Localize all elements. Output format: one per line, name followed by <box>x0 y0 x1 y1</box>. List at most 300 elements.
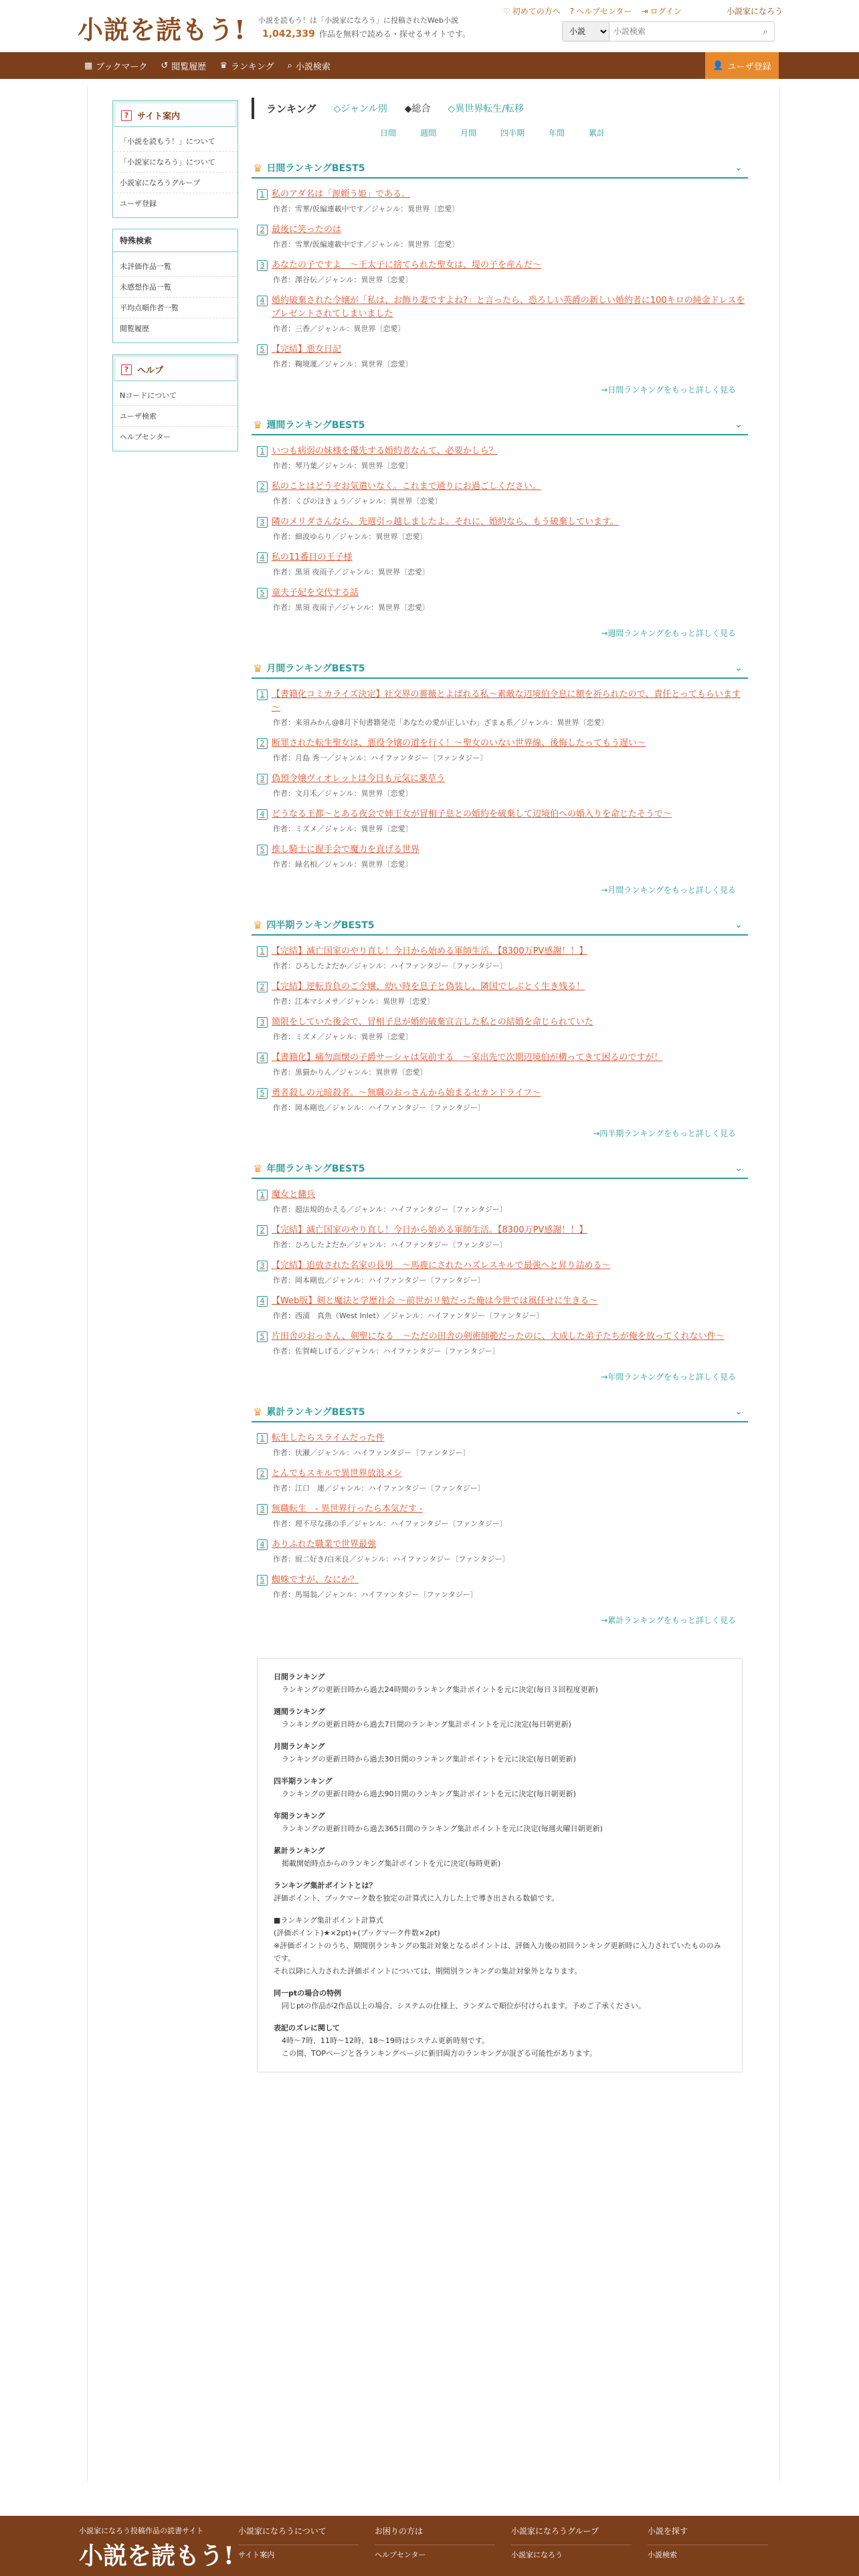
genre-name: 異世界〔恋愛〕 <box>375 1068 427 1077</box>
work-meta: 作者：雪華/仮編連載中です／ジャンル：異世界〔恋愛〕 <box>273 240 460 249</box>
search-type-select[interactable] <box>563 22 609 41</box>
work-meta: 作者：岡本剛也／ジャンル：ハイファンタジー〔ファンタジー〕 <box>273 1103 485 1112</box>
work-title-link[interactable]: 【完結】滅亡国家のやり直し！今日から始める軍師生活。【8300万PV感謝！！】 <box>272 1225 588 1235</box>
ranking-item <box>252 688 748 728</box>
section-title: 月間ランキングBEST5 <box>266 663 365 674</box>
author-name[interactable]: 澤谷伝 <box>295 276 317 284</box>
rank-badge: 4 <box>257 1296 268 1307</box>
genre-name: 異世界〔恋愛〕 <box>390 497 442 506</box>
rank-badge: 2 <box>257 1469 268 1479</box>
nav-search[interactable]: ⌕ 小説検索 <box>287 60 330 72</box>
work-title-link[interactable]: 蜘蛛ですが、なにか？ <box>272 1575 359 1585</box>
main-nav <box>0 52 859 79</box>
section-title: 累計ランキングBEST5 <box>266 1407 365 1418</box>
sidebar-item[interactable]: 閲覧履歴 <box>120 324 149 333</box>
rank-badge: 3 <box>257 1504 268 1515</box>
period-weekly[interactable]: 週間 <box>420 128 437 138</box>
work-title-link[interactable]: 勇者殺しの元暗殺者。～無職のおっさんから始まるセカンドライフ～ <box>272 1088 541 1098</box>
work-meta: 作者：馬場翁／ジャンル：ハイファンタジー〔ファンタジー〕 <box>273 1590 478 1599</box>
nav-ranking[interactable]: ♛ ランキング <box>219 60 274 72</box>
user-register-button[interactable]: 👤 ユーザ登録 <box>705 52 779 79</box>
rank-badge: 2 <box>257 982 268 992</box>
work-meta: 作者：西浦 真魚（West Inlet）／ジャンル：ハイファンタジー〔ファンタジー〕 <box>273 1311 544 1320</box>
definition-desc: ランキングの更新日時から過去365日間のランキング集計ポイントを元に決定(毎週火曜日朝更新) <box>282 1824 603 1833</box>
section-header[interactable] <box>252 659 748 679</box>
author-name[interactable]: 琴乃葉 <box>295 461 317 470</box>
work-title-link[interactable]: 【書籍化コミカライズ決定】社交界の薔薇とよばれる私～素敵な辺境伯令息に額を祈られたので、責任とってもらいます～ <box>272 689 741 713</box>
ranking-item <box>252 1188 748 1214</box>
genre-name: 異世界〔恋愛〕 <box>361 825 413 833</box>
author-name[interactable]: 鞠境運 <box>295 360 317 368</box>
author-name[interactable]: 三香 <box>295 324 310 333</box>
work-meta: 作者：ひろしたよだか／ジャンル：ハイファンタジー〔ファンタジー〕 <box>273 962 507 970</box>
more-ranking-link[interactable]: →累計ランキングをもっと詳しく見る <box>601 1616 736 1625</box>
author-name[interactable]: 西浦 真魚（West Inlet） <box>295 1311 383 1320</box>
work-title-link[interactable]: 私のことはどうぞお気遣いなく。これまで通りにお過ごしください。 <box>272 481 541 492</box>
work-title-link[interactable]: 【書籍化】痛勿面懐の子爵サーシャは気前する ～家出先で次期辺境伯が構ってきて困るのですが！ <box>272 1053 663 1063</box>
genre-name: ハイファンタジー〔ファンタジー〕 <box>390 1205 507 1214</box>
author-name[interactable]: ミズメ <box>295 1033 317 1041</box>
sidebar-special <box>112 229 238 343</box>
tagline: 小説を読もう！は「小説家になろう」に投稿されたWeb小説 <box>258 16 458 25</box>
top-links <box>503 5 682 17</box>
site-logo[interactable]: 小説を読もう! <box>78 15 246 45</box>
author-name[interactable]: 黒須 夜雨子 <box>295 568 335 576</box>
definition-term: 累計ランキング <box>274 1846 325 1855</box>
rank-badge: 4 <box>257 552 268 563</box>
rank-badge: 5 <box>257 1088 268 1099</box>
definition-desc: ランキングの更新日時から過去90日間のランキング集計ポイントを元に決定(毎日朝更新) <box>282 1790 576 1798</box>
tie-title: 同一ptの場合の特例 <box>274 1989 342 1998</box>
ranking-item <box>252 294 748 334</box>
section-header[interactable] <box>252 1402 748 1422</box>
author-name[interactable]: 月島 秀一 <box>295 754 327 762</box>
chevron-down-icon[interactable]: ⌄ <box>735 419 743 430</box>
author-name[interactable]: 岡本剛也 <box>295 1276 324 1285</box>
ranking-item <box>252 1432 748 1458</box>
points-title: ランキング集計ポイントとは？ <box>274 1881 377 1890</box>
ranking-main <box>252 98 748 2072</box>
crown-icon: ♛ <box>253 1405 263 1418</box>
rank-badge: 5 <box>257 845 268 855</box>
genre-name: ハイファンタジー〔ファンタジー〕 <box>390 962 507 970</box>
author-name[interactable]: 岡本剛也 <box>295 1103 324 1112</box>
definition-desc: 掲載開始時点からのランキング集計ポイントを元に決定(毎時更新) <box>282 1859 501 1868</box>
ranking-item <box>252 808 748 834</box>
rank-badge: 5 <box>257 1575 268 1586</box>
author-name[interactable]: ミズメ <box>295 825 317 833</box>
work-title-link[interactable]: 私のアダ名は「源頼う姫」である。 <box>272 189 411 199</box>
help-center-link[interactable]: ? ヘルプセンター <box>569 6 632 16</box>
user-icon: 👤 <box>712 60 724 71</box>
sidebar-special-title: 特殊検索 <box>113 229 237 252</box>
work-title-link[interactable]: 推し騎士に握手会で魔力を貢げる世界 <box>272 845 420 855</box>
sidebar-guide-title: サイト案内 <box>137 112 181 122</box>
work-title-link[interactable]: 簡限をしていた後会で、冒相子息が婚約破棄宣言した私との結婚を命じられていた <box>272 1017 593 1027</box>
section-header[interactable] <box>252 158 748 179</box>
genre-name: 異世界〔恋愛〕 <box>407 240 460 249</box>
genre-name: ハイファンタジー〔ファンタジー〕 <box>361 1590 478 1599</box>
section-header[interactable] <box>252 415 748 435</box>
work-meta: 作者：黒須 夜雨子／ジャンル：異世界〔恋愛〕 <box>273 603 430 612</box>
tab-genre[interactable]: ◇ジャンル別 <box>333 104 387 114</box>
login-link[interactable]: ⇥ ログイン <box>641 6 682 16</box>
genre-name: ハイファンタジー〔ファンタジー〕 <box>390 1241 507 1249</box>
author-name[interactable]: くびのほきょう <box>295 497 347 506</box>
chevron-down-icon[interactable]: ⌄ <box>735 1163 743 1174</box>
sidebar-item[interactable]: ヘルプセンター <box>120 433 171 441</box>
rank-badge: 1 <box>257 189 268 200</box>
work-title-link[interactable]: 断罪された転生聖女は、悪役令嬢の道を行く！～聖女のいない世界線、後悔したってもう遅い～ <box>272 738 646 748</box>
ranking-item <box>252 1330 748 1356</box>
work-title-link[interactable]: 転生したらスライムだった件 <box>272 1433 385 1443</box>
footer-site: 小説家になろう投稿作品の読書サイト <box>79 2527 204 2535</box>
rank-badge: 1 <box>257 1190 268 1200</box>
genre-name: ハイファンタジー〔ファンタジー〕 <box>353 1448 470 1457</box>
author-name[interactable]: 文月禾 <box>295 789 317 798</box>
work-title-link[interactable]: 童夫子妃を交代する話 <box>272 588 359 598</box>
ranking-item <box>252 1574 748 1600</box>
section-header[interactable] <box>252 916 748 936</box>
ranking-item <box>252 223 748 249</box>
genre-name: ハイファンタジー〔ファンタジー〕 <box>368 1484 485 1493</box>
section-title: 年間ランキングBEST5 <box>266 1164 365 1174</box>
ranking-item <box>252 1538 748 1564</box>
ranking-item <box>252 1224 748 1250</box>
ranking-item <box>252 1016 748 1042</box>
genre-name: 異世界〔恋愛〕 <box>361 360 413 368</box>
definition-term: 年間ランキング <box>274 1812 325 1820</box>
work-title-link[interactable]: 偽預令嬢ヴィオレットは今日も元気に薬草う <box>272 774 446 784</box>
work-meta: 作者：黒須 夜雨子／ジャンル：異世界〔恋愛〕 <box>273 568 430 576</box>
period-yearly[interactable]: 年間 <box>549 128 565 138</box>
ranking-notes <box>257 1658 743 2072</box>
rank-badge: 3 <box>257 517 268 528</box>
work-meta: 作者：岡本剛也／ジャンル：ハイファンタジー〔ファンタジー〕 <box>273 1276 485 1285</box>
sidebar-item[interactable]: ユーザ検索 <box>113 406 237 427</box>
chevron-down-icon[interactable]: ⌄ <box>735 920 743 930</box>
definition-list <box>274 1671 726 1870</box>
nav-bookmark[interactable]: ▦ ブックマーク <box>84 60 148 72</box>
author-name[interactable]: 理不尽な孫の手 <box>295 1519 347 1528</box>
search-icon: ⌕ <box>287 60 292 71</box>
rank-badge: 1 <box>257 1433 268 1444</box>
work-title-link[interactable]: 【完結】悪女日記 <box>272 344 342 354</box>
work-title-link[interactable]: いつも病弱の妹様を優先する婚約者なんて、必要かしら？ <box>272 446 498 456</box>
ranking-item <box>252 343 748 369</box>
sidebar-item[interactable]: 小説家になろうグループ <box>113 173 237 193</box>
ranking-title: ランキング <box>266 102 316 115</box>
lag-text: 4時〜7時、11時〜12時、18〜19時はシステム更新時刻です。 <box>282 2036 490 2045</box>
search-icon[interactable]: ⌕ <box>763 26 768 36</box>
rank-badge: 3 <box>257 260 268 271</box>
author-name[interactable]: ひろしたよだか <box>295 962 347 970</box>
site-footer <box>0 2516 859 2576</box>
genre-name: 異世界〔恋愛〕 <box>361 1033 413 1041</box>
formula-line: (評価ポイント)★×2pt)+(ブックマーク件数×2pt) <box>274 1929 440 1937</box>
crown-icon: ♛ <box>219 60 227 71</box>
definition-desc: ランキングの更新日時から過去24時間のランキング集計ポイントを元に決定(毎日３回程度更新) <box>282 1685 598 1694</box>
author-name[interactable]: 江本マシメサ <box>295 997 339 1006</box>
genre-name: ハイファンタジー〔ファンタジー〕 <box>368 1276 485 1285</box>
rank-badge: 5 <box>257 1331 268 1342</box>
ranking-item <box>252 1259 748 1285</box>
work-meta: 作者：来須みかん@8月下旬書籍発売「あなたの愛が正しいわ」ざまぁ系／ジャンル：異世界〔恋愛〕 <box>273 718 609 727</box>
more-ranking-link[interactable]: →日間ランキングをもっと詳しく見る <box>601 385 736 395</box>
sidebar-item[interactable]: 未評価作品一覧 <box>113 256 237 277</box>
rank-badge: 5 <box>257 588 268 599</box>
tab-overall[interactable]: ◆総合 <box>404 104 431 114</box>
work-title-link[interactable]: 無職転生 - 異世界行ったら本気だす - <box>272 1504 423 1514</box>
ranking-item <box>252 1051 748 1077</box>
lag-title: 表記のズレに関して <box>274 2024 340 2032</box>
genre-name: 異世界〔恋愛〕 <box>383 997 435 1006</box>
footer-link[interactable]: ヘルプセンター <box>375 2545 495 2560</box>
rank-badge: 2 <box>257 225 268 235</box>
ranking-item <box>252 772 748 798</box>
author-name[interactable]: 佐賀崎しげる <box>295 1347 339 1356</box>
author-name[interactable]: 細波ゆらり <box>295 532 332 541</box>
definition-desc: ランキングの更新日時から過去7日間のランキング集計ポイントを元に決定(毎日朝更新) <box>282 1720 571 1729</box>
work-meta: 作者：理不尽な孫の手／ジャンル：ハイファンタジー〔ファンタジー〕 <box>273 1519 507 1528</box>
sidebar-item[interactable]: Nコードについて <box>113 385 237 406</box>
definition-term: 日間ランキング <box>274 1673 325 1681</box>
more-ranking-link[interactable]: →年間ランキングをもっと詳しく見る <box>601 1372 736 1382</box>
work-meta: 作者：月島 秀一／ジャンル：ハイファンタジー〔ファンタジー〕 <box>273 754 488 762</box>
genre-name: 異世界〔恋愛〕 <box>375 532 427 541</box>
work-meta: 作者：緑名相／ジャンル：異世界〔恋愛〕 <box>273 860 413 869</box>
genre-name: ハイファンタジー〔ファンタジー〕 <box>390 1519 507 1528</box>
ranking-item <box>252 259 748 285</box>
sidebar-item[interactable]: 未感想作品一覧 <box>113 277 237 298</box>
ranking-item <box>252 551 748 577</box>
period-links <box>380 127 748 138</box>
author-name[interactable]: 雪華/仮編連載中です <box>295 240 364 249</box>
work-meta: 作者：伏瀬／ジャンル：ハイファンタジー〔ファンタジー〕 <box>273 1448 470 1457</box>
genre-name: ハイファンタジー〔ファンタジー〕 <box>427 1311 544 1320</box>
work-title-link[interactable]: 婚約破棄された令嬢が「私は、お飾り妻ですよね?」と言ったら、恐ろしい英爵の新しい婚約者に100キロの純金ドレスをプレゼントされてしまいました <box>272 296 745 319</box>
work-count: 1,042,339 作品を無料で読める・探せるサイトです。 <box>262 29 471 39</box>
sidebar-item[interactable]: 平均点順作者一覧 <box>113 298 237 318</box>
period-monthly[interactable]: 月間 <box>460 128 477 138</box>
author-name[interactable]: ひろしたよだか <box>295 1241 347 1249</box>
genre-name: 異世界〔恋愛〕 <box>361 789 413 798</box>
ranking-item <box>252 516 748 542</box>
formula-line: それ以降に入力された評価ポイントについては、期間別ランキングの集計対象外となります。 <box>274 1967 582 1975</box>
ranking-section <box>252 1402 748 1626</box>
author-name[interactable]: 伏瀬 <box>295 1448 310 1457</box>
ranking-sections <box>252 158 748 1626</box>
work-meta: 作者：ミズメ／ジャンル：異世界〔恋愛〕 <box>273 825 413 833</box>
work-title-link[interactable]: ありふれた職業で世界最強 <box>272 1539 377 1549</box>
work-meta: 作者：佐賀崎しげる／ジャンル：ハイファンタジー〔ファンタジー〕 <box>273 1347 500 1356</box>
work-title-link[interactable]: 魔女と傭兵 <box>272 1190 316 1200</box>
footer-col: 小説家になろうグループ 小説家になろう <box>511 2525 632 2560</box>
ranking-item <box>252 480 748 506</box>
beginners-link[interactable]: ♡ 初めての方へ <box>503 6 561 16</box>
period-daily[interactable]: 日間 <box>380 128 397 138</box>
work-title-link[interactable]: あなたの子ですよ ～王太子に捨てられた聖女は、堤の子を産んだ～ <box>272 260 542 270</box>
rank-badge: 1 <box>257 946 268 957</box>
tie-text: 同じptの作品が2作品以上の場合、システムの仕様上、ランダムで順位が付けられます。予めご了承ください。 <box>282 2002 646 2010</box>
work-meta: 作者：黒猫かりん／ジャンル：異世界〔恋愛〕 <box>273 1068 427 1077</box>
site-header <box>0 0 859 52</box>
work-meta: 作者：雪華/仮編連載中です／ジャンル：異世界〔恋愛〕 <box>273 205 460 213</box>
work-meta: 作者：超法規的かえる／ジャンル：ハイファンタジー〔ファンタジー〕 <box>273 1205 507 1214</box>
footer-link[interactable]: 小説家になろう <box>511 2545 632 2560</box>
rank-badge: 1 <box>257 689 268 700</box>
work-meta: 作者：三香／ジャンル：異世界〔恋愛〕 <box>273 324 405 333</box>
search-input[interactable] <box>609 22 757 41</box>
genre-name: 異世界〔恋愛〕 <box>378 603 430 612</box>
work-meta: 作者：江本マシメサ／ジャンル：異世界〔恋愛〕 <box>273 997 435 1006</box>
more-ranking-link[interactable]: →週間ランキングをもっと詳しく見る <box>601 629 736 638</box>
ranking-item <box>252 945 748 971</box>
definition-term: 四半期ランキング <box>274 1777 332 1786</box>
work-title-link[interactable]: 片田舎のおっさん、剣聖になる ～ただの田舎の剣術師範だったのに、大成した弟子たちが俺を放ってくれない件～ <box>272 1331 725 1341</box>
ranking-item <box>252 737 748 763</box>
lag-text: この間、TOPページと各ランキングページに新旧両方のランキングが混ざる可能性があります。 <box>282 2049 597 2058</box>
work-meta: 作者：くびのほきょう／ジャンル：異世界〔恋愛〕 <box>273 497 442 506</box>
rank-badge: 3 <box>257 774 268 784</box>
chevron-down-icon[interactable]: ⌄ <box>735 1406 743 1417</box>
crown-icon: ♛ <box>253 418 263 431</box>
rank-badge: 4 <box>257 1539 268 1550</box>
footer-link[interactable]: サイト案内 <box>238 2545 359 2560</box>
author-name[interactable]: 黒須 夜雨子 <box>295 603 335 612</box>
work-title-link[interactable]: 私の11番目の王子様 <box>272 552 353 562</box>
author-name[interactable]: 江口 連 <box>295 1484 324 1493</box>
ranking-item <box>252 445 748 471</box>
work-meta: 作者：琴乃葉／ジャンル：異世界〔恋愛〕 <box>273 461 413 470</box>
rank-badge: 3 <box>257 1017 268 1028</box>
sidebar-item[interactable]: 「小説を読もう！」について <box>113 131 237 152</box>
ranking-item <box>252 843 748 869</box>
ranking-section <box>252 415 748 639</box>
ranking-item <box>252 1295 748 1321</box>
rank-badge: 5 <box>257 344 268 355</box>
footer-col: 小説を探す 小説検索 <box>648 2525 768 2560</box>
work-title-link[interactable]: とんでもスキルで異世界放浪メシ <box>272 1469 402 1479</box>
ranking-section <box>252 659 748 895</box>
period-quarterly[interactable]: 四半期 <box>500 128 525 138</box>
genre-name: ハイファンタジー〔ファンタジー〕 <box>368 1103 485 1112</box>
work-title-link[interactable]: 最後に笑ったのは <box>272 225 342 235</box>
crown-icon: ♛ <box>253 918 263 932</box>
author-name[interactable]: 厨二好き/白米良 <box>295 1555 349 1564</box>
work-meta: 作者：江口 連／ジャンル：ハイファンタジー〔ファンタジー〕 <box>273 1484 485 1493</box>
chevron-down-icon[interactable]: ⌄ <box>735 163 743 173</box>
genre-name: 異世界〔恋愛〕 <box>361 276 413 284</box>
ranking-tabs <box>252 98 748 119</box>
rank-badge: 3 <box>257 1261 268 1271</box>
work-meta: 作者：鞠境運／ジャンル：異世界〔恋愛〕 <box>273 360 413 368</box>
points-text: 評価ポイント、ブックマーク数を独定の計算式に入力した上で導き出される数値です。 <box>274 1894 559 1903</box>
section-header[interactable] <box>252 1159 748 1179</box>
search-box <box>562 21 775 41</box>
rank-badge: 1 <box>257 446 268 457</box>
sidebar-help-title: ヘルプ <box>137 366 164 376</box>
rank-badge: 4 <box>257 1053 268 1063</box>
work-meta: 作者：ひろしたよだか／ジャンル：ハイファンタジー〔ファンタジー〕 <box>273 1241 507 1249</box>
genre-name: 異世界〔恋愛〕 <box>361 860 413 869</box>
ranking-section <box>252 158 748 395</box>
genre-name: 異世界〔恋愛〕 <box>557 718 609 727</box>
footer-link[interactable]: 小説検索 <box>648 2545 768 2560</box>
author-name[interactable]: 雪華/仮編連載中です <box>295 205 364 213</box>
section-title: 四半期ランキングBEST5 <box>266 920 375 931</box>
author-name[interactable]: 来須みかん@8月下旬書籍発売「あなたの愛が正しいわ」ざまぁ系 <box>295 718 513 727</box>
ranking-item <box>252 1467 748 1493</box>
author-name[interactable]: 緑名相 <box>295 860 317 869</box>
sidebar-item[interactable]: 「小説家になろう」について <box>113 152 237 173</box>
bookmark-icon: ▦ <box>84 60 93 71</box>
narou-logo[interactable]: 小説家になろう <box>727 7 783 16</box>
ranking-item <box>252 1087 748 1113</box>
crown-icon: ♛ <box>253 661 263 675</box>
ranking-item <box>252 1503 748 1529</box>
genre-name: ハイファンタジー〔ファンタジー〕 <box>371 754 488 762</box>
genre-name: 異世界〔恋愛〕 <box>353 324 405 333</box>
rank-badge: 4 <box>257 809 268 820</box>
sidebar-help <box>112 354 238 451</box>
more-ranking-link[interactable]: →月間ランキングをもっと詳しく見る <box>601 885 736 895</box>
sidebar-item[interactable]: ユーザ登録 <box>120 199 157 208</box>
crown-icon: ♛ <box>253 161 263 175</box>
more-ranking-link[interactable]: →四半期ランキングをもっと詳しく見る <box>593 1129 736 1138</box>
section-title: 日間ランキングBEST5 <box>266 163 365 174</box>
formula-line: ※評価ポイントのうち、期間別ランキングの集計対象となるポイントは、評価入力後の初回ランキング更新時に入力されていたもののみです。 <box>274 1941 721 1963</box>
work-title-link[interactable]: 隣のメリダさんなら、先週引っ越しましたよ。それに、婚約なら、もう破棄しています。 <box>272 517 619 527</box>
genre-name: ハイファンタジー〔ファンタジー〕 <box>393 1555 510 1564</box>
crown-icon: ♛ <box>253 1162 263 1175</box>
ranking-section <box>252 916 748 1139</box>
tab-isekai[interactable]: ◇異世界転生/転移 <box>448 104 524 114</box>
definition-term: 月間ランキング <box>274 1742 325 1751</box>
chevron-down-icon[interactable]: ⌄ <box>735 663 743 673</box>
nav-history[interactable]: ↺ 閲覧履歴 <box>161 60 207 72</box>
footer-col: お困りの方は ヘルプセンター <box>375 2525 495 2560</box>
rank-badge: 2 <box>257 1225 268 1236</box>
author-name[interactable]: 馬場翁 <box>295 1590 317 1599</box>
period-total[interactable]: 累計 <box>589 128 605 138</box>
work-title-link[interactable]: 【完結】滅亡国家のやり直し！今日から始める軍師生活。【8300万PV感謝！！】 <box>272 946 588 956</box>
work-title-link[interactable]: どうなる王都～とある夜会で姉王女が冒相子息との婚約を破棄して辺境伯への婚入りを命じたそうで～ <box>272 809 672 819</box>
rank-badge: 2 <box>257 481 268 492</box>
work-title-link[interactable]: 【完結】逆転肯負のご令嬢、幼い時を息子と偽装し、隣国でしぶとく生き残る！ <box>272 982 585 992</box>
rank-badge: 2 <box>257 738 268 749</box>
ranking-item <box>252 980 748 1006</box>
definition-term: 週間ランキング <box>274 1707 325 1716</box>
sidebar-guide <box>112 100 238 218</box>
work-meta: 作者：厨二好き/白米良／ジャンル：ハイファンタジー〔ファンタジー〕 <box>273 1555 510 1564</box>
definition-desc: ランキングの更新日時から過去30日間のランキング集計ポイントを元に決定(毎日朝更新) <box>282 1755 576 1763</box>
work-meta: 作者：ミズメ／ジャンル：異世界〔恋愛〕 <box>273 1033 413 1041</box>
history-icon: ↺ <box>161 60 169 71</box>
footer-col: 小説家になろうについて サイト案内 <box>238 2525 359 2560</box>
work-title-link[interactable]: 【Web版】剣と魔法と学歴社会 ～前世がリ勉だった俺は今世では風任せに生きる～ <box>272 1296 598 1306</box>
genre-name: 異世界〔恋愛〕 <box>361 461 413 470</box>
footer-logo[interactable]: 小説を読もう! <box>79 2542 234 2570</box>
formula-title: ■ランキング集計ポイント計算式 <box>274 1916 384 1925</box>
genre-name: 異世界〔恋愛〕 <box>407 205 460 213</box>
author-name[interactable]: 黒猫かりん <box>295 1068 332 1077</box>
rank-badge: 4 <box>257 296 268 306</box>
work-title-link[interactable]: 【完結】追放された名家の長男 ～馬鹿にされたハズレスキルで最強へと昇り詰める～ <box>272 1261 611 1271</box>
ranking-item <box>252 188 748 214</box>
work-meta: 作者：文月禾／ジャンル：異世界〔恋愛〕 <box>273 789 413 798</box>
author-name[interactable]: 超法規的かえる <box>295 1205 347 1214</box>
